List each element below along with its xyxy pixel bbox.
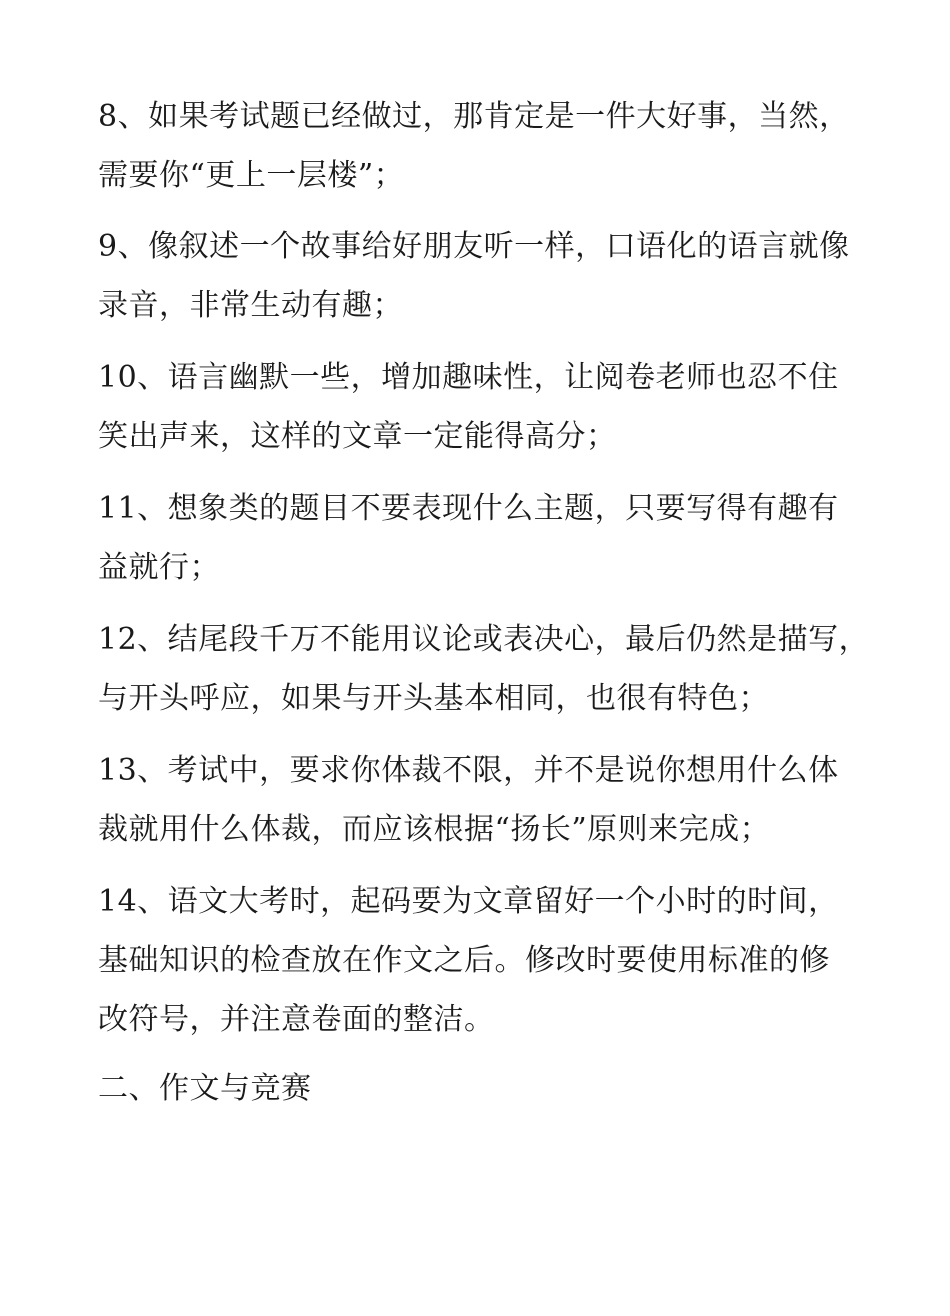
- text-line: 14、语文大考时，起码要为文章留好一个小时的时间，: [98, 884, 839, 919]
- paragraph-item-13: [98, 741, 888, 859]
- text-line: 8、如果考试题已经做过，那肯定是一件大好事，当然，: [98, 99, 850, 134]
- text-line: 与开头呼应，如果与开头基本相同，也很有特色；: [98, 681, 769, 716]
- text-line: 笑出声来，这样的文章一定能得高分；: [98, 419, 617, 454]
- text-line: 需要你“更上一层楼”；: [98, 158, 405, 193]
- text-line: 二、作文与竞赛: [98, 1071, 312, 1106]
- paragraph-item-12: [98, 610, 888, 728]
- paragraph-item-11: [98, 479, 888, 597]
- text-line: 益就行；: [98, 550, 220, 585]
- text-line: 9、像叙述一个故事给好朋友听一样，口语化的语言就像: [98, 229, 850, 264]
- text-line: 10、语言幽默一些，增加趣味性，让阅卷老师也忍不住: [98, 360, 839, 395]
- paragraph-item-10: [98, 348, 888, 466]
- text-line: 裁就用什么体裁，而应该根据“扬长”原则来完成；: [98, 812, 771, 847]
- text-line: 基础知识的检查放在作文之后。修改时要使用标准的修: [98, 943, 830, 978]
- text-line: 录音，非常生动有趣；: [98, 288, 403, 323]
- text-line: 13、考试中，要求你体裁不限，并不是说你想用什么体: [98, 753, 839, 788]
- text-line: 11、想象类的题目不要表现什么主题，只要写得有趣有: [98, 491, 839, 526]
- text-line: 12、结尾段千万不能用议论或表决心，最后仍然是描写，: [98, 622, 870, 657]
- paragraph-item-8: [98, 87, 888, 205]
- paragraph-item-9: [98, 217, 888, 335]
- text-line: 改符号，并注意卷面的整洁。: [98, 1002, 495, 1037]
- paragraph-item-14: [98, 872, 888, 1049]
- section-heading: [98, 1059, 888, 1118]
